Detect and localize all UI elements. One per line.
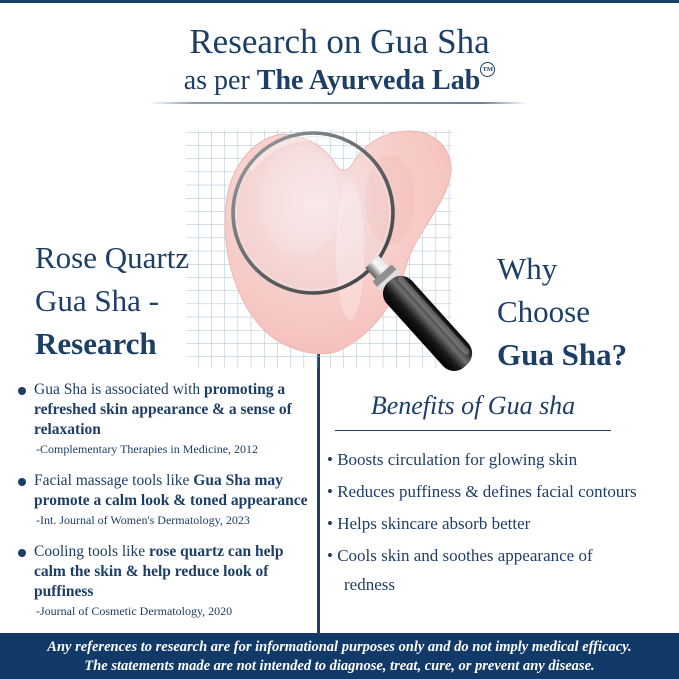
- trademark-icon: TM: [480, 62, 495, 77]
- left-heading-line3: Research: [35, 326, 157, 361]
- page-title: Research on Gua Sha: [189, 22, 490, 61]
- bullet-icon: [18, 478, 26, 486]
- research-list: [18, 380, 316, 633]
- research-item-citation: -Int. Journal of Women's Dermatology, 2023: [36, 513, 250, 527]
- disclaimer-line2: The statements made are not intended to diagnose, treat, cure, or prevent any disease.: [84, 658, 595, 674]
- research-item-citation: -Journal of Cosmetic Dermatology, 2020: [36, 604, 233, 618]
- disclaimer-bar: [0, 633, 679, 679]
- disclaimer-line1: Any references to research are for informational purposes only and do not imply medical efficacy.: [47, 639, 632, 655]
- right-heading-line3: Gua Sha?: [497, 337, 628, 372]
- benefits-list: [327, 445, 657, 599]
- right-section-heading: [497, 247, 627, 376]
- right-heading-line1: Why: [497, 251, 558, 286]
- benefits-section: [327, 390, 657, 602]
- left-section-heading: [35, 236, 189, 365]
- research-item-text: Facial massage tools like Gua Sha may promote a calm look & toned appearance: [34, 472, 308, 509]
- benefit-item: • Boosts circulation for glowing skin: [327, 445, 644, 474]
- benefit-item: • Helps skincare absorb better: [327, 509, 644, 538]
- brand-name: The Ayurveda Lab: [256, 65, 481, 96]
- column-divider: [317, 349, 320, 633]
- left-heading-line1: Rose Quartz: [35, 240, 190, 275]
- research-item: [18, 471, 316, 527]
- benefit-item: • Reduces puffiness & defines facial contours: [327, 477, 644, 506]
- page-subtitle: [0, 62, 679, 98]
- hero-graphic: [175, 103, 485, 383]
- research-item: [18, 380, 316, 456]
- left-heading-line2: Gua Sha -: [35, 283, 159, 318]
- bullet-icon: [18, 549, 26, 557]
- bullet-icon: [18, 387, 26, 395]
- top-border-rule: [0, 0, 679, 3]
- benefits-title: Benefits of Gua sha: [335, 390, 611, 431]
- research-item-citation: -Complementary Therapies in Medicine, 2012: [36, 442, 259, 456]
- benefit-item: • Cools skin and soothes appearance of redness: [327, 541, 644, 599]
- research-item-text: Cooling tools like rose quartz can help calm the skin & help reduce look of puffiness: [34, 543, 284, 600]
- right-heading-line2: Choose: [497, 294, 590, 329]
- research-item: [18, 542, 316, 618]
- research-item-text: Gua Sha is associated with promoting a refreshed skin appearance & a sense of relaxation: [34, 381, 292, 438]
- subtitle-prefix: as per: [183, 65, 257, 96]
- header: [0, 22, 679, 98]
